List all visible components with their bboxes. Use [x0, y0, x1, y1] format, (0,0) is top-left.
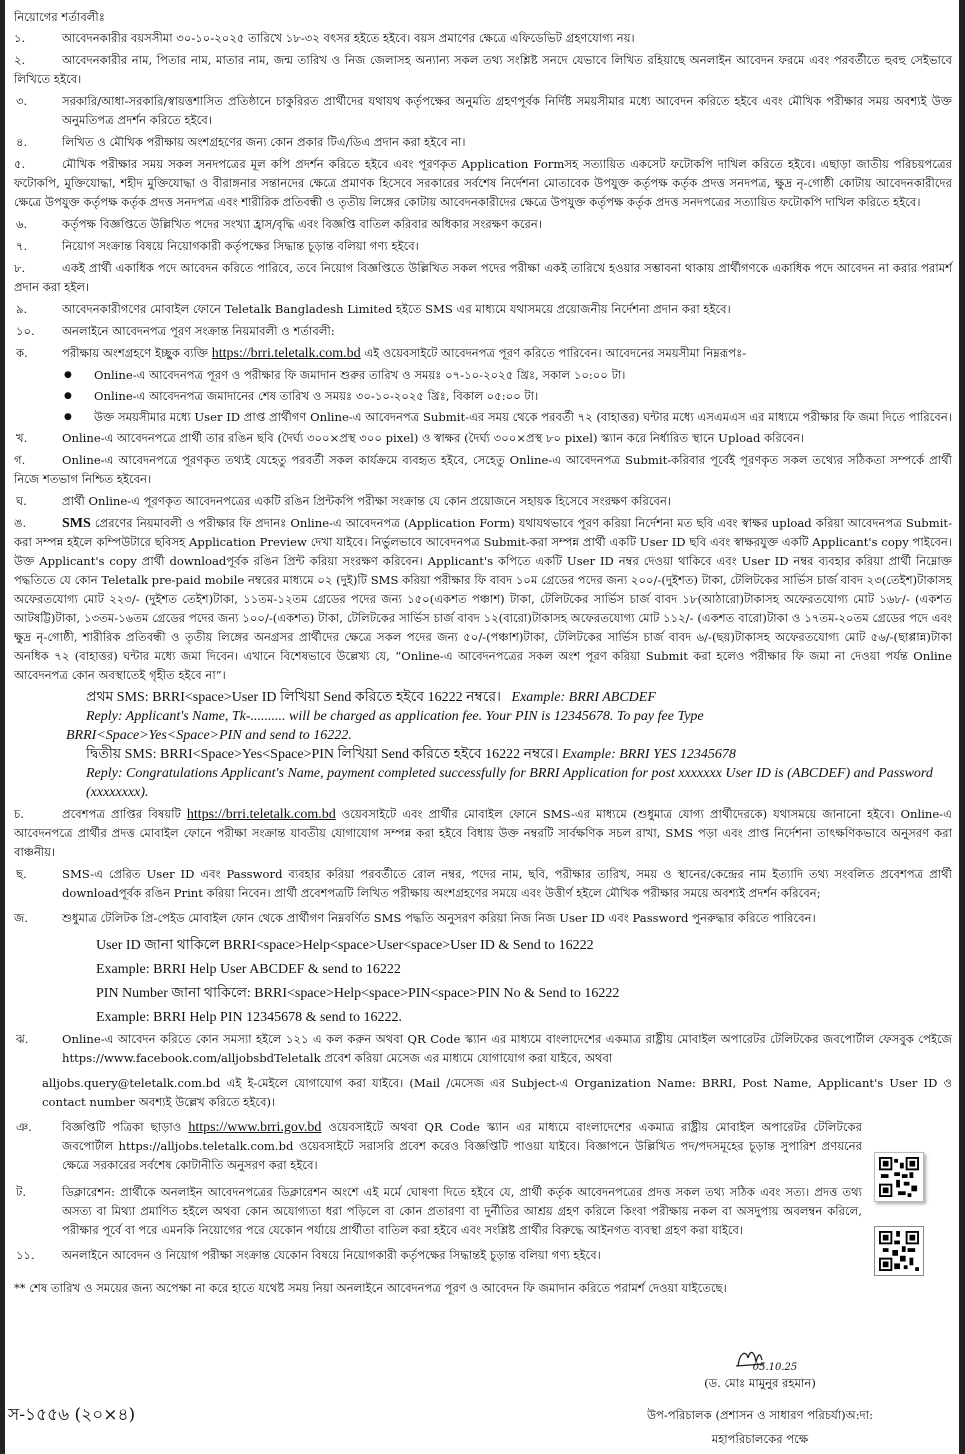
qr-code-icon — [879, 1157, 919, 1197]
term-item-9: ৯. আবেদনকারীগণের মোবাইল ফোনে Teletalk Bangladesh Limited হইতে SMS এর মাধ্যমে যথাসময়ে প্রয়োজনীয় নির্দেশনা প্রদান করা হইবে। — [16, 302, 731, 316]
term-item-8: ৮. একই প্রার্থী একাধিক পদে আবেদন করিতে পারিবে, তবে নিয়োগ বিজ্ঞপ্তিতে উল্লিখিত সকল পদের পরীক্ষা একই তারিখে হওয়ার সম্ভাবনা থাকায় প্রার্থীগণকে একাধিক পদে আবেদন না করার পরামর্শ প্রদান করা হইল। — [14, 261, 952, 294]
sub-item-nyo: ঞ. বিজ্ঞপ্তিটি পত্রিকা ছাড়াও https://www.brri.gov.bd ওয়েবসাইটে অথবা QR Code স্ক্যান এর মাধ্যমে বাংলাদেশের একমাত্র রাষ্ট্রীয় মোবাইল অপারেটর টেলিটকের জবপোর্টাল https://alljobs.teletalk.com.bd ওয়েবসাইটে সরাসরি প্রবেশ করেও বিজ্ঞপ্তিটি পাওয়া যাইবে। বিজ্ঞাপনে উল্লিখিত পদ/পদসমূহের চূড়ান্ত সুপারিশ প্রণয়নের ক্ষেত্রে সরকারের সর্বশেষ কোটানীতি অনুসরণ করা হইবে। — [16, 1120, 862, 1172]
term-item-7: ৭. নিয়োগ সংক্রান্ত বিষয়ে নিয়োগকারী কর্তৃপক্ষের সিদ্ধান্ত চূড়ান্ত বলিয়া গণ্য হইবে। — [16, 239, 419, 253]
term-item-2: ২. আবেদনকারীর নাম, পিতার নাম, মাতার নাম, জন্ম তারিখ ও নিজ জেলাসহ অন্যান্য সকল তথ্য সংশ্লিষ্ট সনদে যেভাবে লিখিত রহিয়াছে অনলাইন আবেদন ফরমে এবং পরবর্তীতে হুবহু সেইভাবে লিখিতে হইবে। — [14, 53, 952, 86]
terms-content — [14, 8, 952, 1298]
reference-code: স-১৫৫৬ (২০×৪) — [8, 1405, 136, 1425]
sub-item-kha: খ. Online-এ আবেদনপত্রে প্রার্থী তার রঙিন ছবি (দৈর্ঘ্য ৩০০×প্রস্থ ৩০০ pixel) ও স্বাক্ষর (দৈর্ঘ্য ৩০০×প্রস্থ ৮০ pixel) স্ক্যান করে নির্ধারিত স্থানে Upload করিবেন। — [16, 431, 805, 445]
sub-item-ga: গ. Online-এ আবেদনপত্রে পূরণকৃত তথ্যই যেহেতু পরবর্তী সকল কার্যক্রমে ব্যবহৃত হইবে, সেহেতু Online-এ আবেদনপত্র Submit-করিবার পূর্বেই পূরণকৃত সকল তথ্যের সঠিকতা সম্পর্কে প্রার্থী নিজে শতভাগ নিশ্চিত হইবেন। — [14, 453, 952, 486]
term-item-11: ১১. অনলাইনে আবেদন ও নিয়োগ পরীক্ষা সংক্রান্ত যেকোন বিষয়ে নিয়োগকারী কর্তৃপক্ষের সিদ্ধান্তই চূড়ান্ত বলিয়া গণ্য হইবে। — [16, 1248, 601, 1262]
signature-date: 05.10.25 — [752, 1362, 798, 1373]
left-border — [0, 0, 5, 1454]
signature-block — [580, 1362, 940, 1393]
qr-code-teletalk[interactable] — [874, 1226, 924, 1276]
right-border — [959, 0, 965, 1454]
second-sms-reply: Reply: Congratulations Applicant's Name, payment completed successfully for BRRI Application for post xxxxxxx User ID is (ABCDEF) and Password (xxxxxxxx). — [86, 766, 933, 800]
on-behalf-line: মহাপরিচালকের পক্ষে — [711, 1432, 809, 1446]
sub-item-chha: ছ. SMS-এ প্রেরিত User ID এবং Password ব্যবহার করিয়া পরবর্তীতে রোল নম্বর, পদের নাম, ছবি, পরীক্ষার তারিখ, সময় ও স্থানের/কেন্দ্রের নাম ইত্যাদি তথ্য সংবলিত প্রবেশপত্র প্রার্থী downloadপূর্বক রঙিন Print করিয়া নিবেন। প্রার্থী প্রবেশপত্রটি লিখিত পরীক্ষায় অংশগ্রহণের সময়ে এবং উত্তীর্ণ হইলে মৌখিক পরীক্ষার সময়ে অবশ্যই প্রদর্শন করিবেন; — [16, 867, 952, 900]
sub-item-nga: ঙ. SMS প্রেরণের নিয়মাবলী ও পরীক্ষার ফি প্রদানঃ Online-এ আবেদনপত্র (Application Form) যথাযথভাবে পূরণ করিয়া নির্দেশনা মত ছবি এবং স্বাক্ষর upload করিয়া আবেদনপত্র Submit-করা সম্পন্ন হইলে কম্পিউটারে ছবিসহ Application Preview দেখা যাইবে। নির্ভুলভাবে আবেদনপত্র Submit-করা সম্পন্ন প্রার্থী একটি User ID ছবি এবং স্বাক্ষরযুক্ত একটি Applicant's copy পাইবেন। উক্ত Applicant's copy প্রার্থী downloadপূর্বক রঙিন প্রিন্ট করিয়া সংরক্ষণ করিবেন। Applicant's কপিতে একটি User ID নম্বর দেওয়া থাকিবে এবং User ID নম্বর ব্যবহার করিয়া প্রার্থী নিম্নোক্ত পদ্ধতিতে যে কোন Teletalk pre-paid mobile নম্বরের মাধ্যমে ০২ (দুই)টি SMS করিয়া পরীক্ষার ফি বাবদ ১০ম গ্রেডের পদের জন্য ২০০/-(দুইশত) টাকা, টেলিটকের সার্ভিস চার্জ বাবদ ২৩(তেইশ)টাকাসহ অফেরতযোগ্য মোট ২২৩/- (দুইশত তেইশ)টাকা, ১১তম-১২তম গ্রেডের পদের জন্য ১৫০(একশত পঞ্চাশ) টাকা, টেলিটকের সার্ভিস চার্জ বাবদ ১৮(আঠারো)টাকাসহ অফেরতযোগ্য মোট ১৬৮/- (একশত আটষট্টি)টাকা, ১৩তম-১৬তম গ্রেডের পদের জন্য ১০০/-(একশত) টাকা, টেলিটকের সার্ভিস চার্জ বাবদ ১২(বারো)টাকাসহ অফেরতযোগ্য মোট ১১২/- (একশত বারো)টাকা ও ১৭তম-২০তম গ্রেডের পদে এবং ক্ষুদ্র নৃ-গোষ্ঠী, শারীরিক প্রতিবন্ধী ও তৃতীয় লিঙ্গের অনগ্রসর প্রার্থীদের ক্ষেত্রে সকল পদের জন্য ৫০/-(পঞ্চাশ)টাকা, টেলিটকের সার্ভিস চার্জ বাবদ ৬/-(ছয়)টাকাসহ অফেরতযোগ্য মোট ৫৬/-(ছাপ্পান্ন)টাকা অনধিক ৭২ (বাহাত্তর) ঘন্টার মধ্যে জমা দিবেন। এখানে বিশেষভাবে উল্লেখ্য যে, “Online-এ আবেদনপত্রের সকল অংশ পূরণ করিয়া Submit করা হলেও পরীক্ষার ফি জমা না দেওয়া পর্যন্ত Online আবেদনপত্র কোন অবস্থাতেই গৃহীত হইবে না”। — [14, 516, 952, 682]
term-item-4: ৪. লিখিত ও মৌখিক পরীক্ষায় অংশগ্রহণের জন্য কোন প্রকার টিএ/ডিএ প্রদান করা হইবে না। — [16, 135, 466, 149]
recovery-pin: PIN Number জানা থাকিলে: BRRI<space>Help<space>PIN<space>PIN No & Send to 16222 — [96, 986, 620, 1001]
term-item-10: ১০. অনলাইনে আবেদনপত্র পূরণ সংক্রান্ত নিয়মাবলী ও শর্তাবলী: — [16, 324, 335, 338]
signatory-name: (ড. মোঃ মামুনুর রহমান) — [704, 1376, 816, 1390]
terms-heading: নিয়োগের শর্তাবলীঃ — [14, 10, 105, 24]
term-item-3: ৩. সরকারি/আধা-সরকারি/স্বায়ত্তশাসিত প্রতিষ্ঠানে চাকুরিরত প্রার্থীদের যথাযথ কর্তৃপক্ষের অনুমতি গ্রহণপূর্বক নির্দিষ্ট সময়সীমার মধ্যে আবেদন করিতে হইবে এবং মৌখিক পরীক্ষার সময় অবশ্যই উক্ত অনুমতিপত্র প্রদর্শন করিতে হইবে। — [16, 94, 952, 127]
first-sms-instruction: প্রথম SMS: BRRI<space>User ID লিখিয়া Send করিতে হইবে 16222 নম্বরে। Example: BRRI ABCDEF — [86, 690, 656, 705]
second-sms-instruction: দ্বিতীয় SMS: BRRI<Space>Yes<Space>PIN লিখিয়া Send করিতে হইবে 16222 নম্বরে। Example: BRRI YES 12345678 — [86, 747, 736, 762]
brri-teletalk-link[interactable]: https://brri.teletalk.com.bd — [211, 346, 361, 361]
recovery-user-id: User ID জানা থাকিলে BRRI<space>Help<space>User<space>User ID & Send to 16222 — [96, 938, 594, 953]
sub-item-ka: ক. পরীক্ষায় অংশগ্রহণে ইচ্ছুক ব্যক্তি https://brri.teletalk.com.bd এই ওয়েবসাইটে আবেদনপত্র পূরণ করিতে পারিবেন। আবেদনের সময়সীমা নিম্নরূপঃ- — [16, 346, 747, 361]
term-item-1: ১. আবেদনকারীর বয়সসীমা ৩০-১০-২০২৫ তারিখে ১৮-৩২ বৎসর হইতে হইবে। বয়স প্রমাণের ক্ষেত্রে এফিডেভিট গ্রহণযোগ্য নয়। — [14, 31, 635, 45]
term-item-5: ৫. মৌখিক পরীক্ষার সময় সকল সনদপত্রের মূল কপি প্রদর্শন করিতে হইবে এবং পূরণকৃত Application Formসহ সত্যায়িত একসেট ফটোকপি দাখিল করিতে হইবে। এছাড়া জাতীয় পরিচয়পত্রের ফটোকপি, মুক্তিযোদ্ধা, শহীদ মুক্তিযোদ্ধা ও বীরাঙ্গনার সন্তানদের ক্ষেত্রে প্রমাণক হিসেবে সরকারের সর্বশেষ নির্দেশনা মোতাবেক উপযুক্ত কর্তৃপক্ষ কর্তৃক প্রদত্ত সনদপত্র, ক্ষুদ্র নৃ-গোষ্ঠী কোটায় আবেদনকারীদের ক্ষেত্রে উপযুক্ত কর্তৃপক্ষ কর্তৃক প্রদত্ত সনদপত্র এবং শারীরিক প্রতিবন্ধী ও তৃতীয় লিঙ্গের কোটায় আবেদনকারীদের ক্ষেত্রে উপযুক্ত কর্তৃপক্ষ কর্তৃক প্রদত্ত সনদপত্রের সত্যায়িত ফটোকপি দাখিল করিতে হইবে। — [14, 157, 952, 209]
deadline-list — [62, 366, 952, 427]
sub-item-cha: চ. প্রবেশপত্র প্রাপ্তির বিষয়টি https://brri.teletalk.com.bd ওয়েবসাইটে এবং প্রার্থীর মোবাইল ফোনে SMS-এর মাধ্যমে (শুধুমাত্র যোগ্য প্রার্থীদেরকে) যথাসময়ে জানানো হইবে। Online-এ আবেদনপত্রে প্রার্থীর প্রদত্ত মোবাইল ফোনে পরীক্ষা সংক্রান্ত যাবতীয় যোগাযোগ সম্পন্ন করা হইবে বিধায় উক্ত নম্বরটি সার্বক্ষণিক সচল রাখা, SMS পড়া এবং প্রাপ্ত নির্দেশনা তাৎক্ষণিকভাবে অনুসরণ করা বাঞ্চনীয়। — [14, 807, 952, 859]
deadline-start: ● Online-এ আবেদনপত্র পূরণ ও পরীক্ষার ফি জমাদান শুরুর তারিখ ও সময়ঃ ০৭-১০-২০২৫ খ্রিঃ, সকাল ১০:০০ টা। — [62, 366, 952, 385]
advisory-note: ** শেষ তারিখ ও সময়ের জন্য অপেক্ষা না করে হাতে যথেষ্ট সময় নিয়া অনলাইনে আবেদনপত্র পূরণ ও আবেদন ফি জমাদান করিতে পরামর্শ দেওয়া যাইতেছে। — [14, 1281, 727, 1295]
brri-gov-link[interactable]: https://www.brri.gov.bd — [188, 1120, 322, 1135]
deadline-end: ● Online-এ আবেদনপত্র জমাদানের শেষ তারিখ ও সময়ঃ ৩০-১০-২০২৫ খ্রিঃ, বিকাল ০৫:০০ টা। — [62, 387, 952, 406]
term-item-6: ৬. কর্তৃপক্ষ বিজ্ঞপ্তিতে উল্লিখিত পদের সংখ্যা হ্রাস/বৃদ্ধি এবং বিজ্ঞপ্তি বাতিল করিবার অধিকার সংরক্ষণ করেন। — [16, 217, 542, 231]
sub-item-jha-contact: alljobs.query@teletalk.com.bd এই ই-মেইলে যোগাযোগ করা যাইবে। (Mail /মেসেজ এর Subject-এ Organization Name: BRRI, Post Name, Applicant's User ID ও contact number অবশ্যই উল্লেখ করিতে হইবে)। — [42, 1076, 952, 1109]
qr-code-brri[interactable] — [874, 1152, 924, 1202]
signatory-designation: উপ-পরিচালক (প্রশাসন ও সাধারণ পরিচর্যা)অ:দা: — [647, 1408, 873, 1422]
sub-item-ta: ট. ডিক্লারেশন: প্রার্থীকে অনলাইন আবেদনপত্রের ডিক্লারেশন অংশে এই মর্মে ঘোষণা দিতে হইবে যে, প্রার্থী কর্তৃক আবেদনপত্রের প্রদত্ত সকল তথ্য সঠিক এবং সত্য। প্রদত্ত তথ্য অসত্য বা মিথ্যা প্রমাণিত হইলে অথবা কোন অযোগ্যতা ধরা পড়িলে বা কোন প্রতারণা বা দুর্নীতির আশ্রয় গ্রহণ করিলে কিংবা পরীক্ষায় নকল বা অসদুপায় অবলম্বন করিলে, পরীক্ষার পূর্বে বা পরে এমনকি নিয়োগের পরে যেকোন পর্যায়ে প্রার্থীতা বাতিল করা হইবে এবং সংশ্লিষ্ট প্রার্থীর বিরুদ্ধে আইনগত ব্যবস্থা গ্রহণ করা যাইবে। — [16, 1185, 862, 1237]
sub-item-jha: ঝ. Online-এ আবেদন করিতে কোন সমস্যা হইলে ১২১ এ কল করুন অথবা QR Code স্ক্যান এর মাধ্যমে বাংলাদেশের একমাত্র রাষ্ট্রীয় মোবাইল অপারেটর টেলিটকের জবপোর্টাল ফেসবুক পেইজে https://www.facebook.com/alljobsbdTeletalk প্রবেশ করিয়া মেসেজ এর মাধ্যমে যোগাযোগ করা যাইবে, অথবা — [16, 1032, 952, 1065]
qr-code-icon — [879, 1231, 919, 1271]
recovery-pin-example: Example: BRRI Help PIN 12345678 & send to 16222. — [96, 1010, 403, 1025]
recovery-sms-list — [14, 934, 952, 1030]
brri-teletalk-link-2[interactable]: https://brri.teletalk.com.bd — [186, 807, 336, 822]
deadline-fee: ● উক্ত সময়সীমার মধ্যে User ID প্রাপ্ত প্রার্থীগণ Online-এ আবেদনপত্র Submit-এর সময় থেকে পরবর্তী ৭২ (বাহাত্তর) ঘন্টার মধ্যে এসএমএস এর মাধ্যমে পরীক্ষার ফি জমা দিতে পারিবেন। — [62, 408, 952, 427]
sub-item-ja: জ. শুধুমাত্র টেলিটক প্রি-পেইড মোবাইল ফোন থেকে প্রার্থীগণ নিম্নবর্ণিত SMS পদ্ধতি অনুসরণ করিয়া নিজ নিজ User ID এবং Password পুনরুদ্ধার করিতে পারিবেন। — [14, 911, 816, 925]
first-sms-reply: Reply: Applicant's Name, Tk-.......... will be charged as application fee. Your PIN is 12345678. To pay fee Type BRRI<Space>Yes<Space>PIN and send to 16222. — [66, 709, 704, 743]
sub-item-gha: ঘ. প্রার্থী Online-এ পূরণকৃত আবেদনপত্রের একটি রঙিন প্রিন্টকপি পরীক্ষা সংক্রান্ত যে কোন প্রয়োজনে সহায়ক হিসেবে সংরক্ষণ করিবেন। — [16, 494, 672, 508]
recovery-user-id-example: Example: BRRI Help User ABCDEF & send to 16222 — [96, 962, 401, 977]
